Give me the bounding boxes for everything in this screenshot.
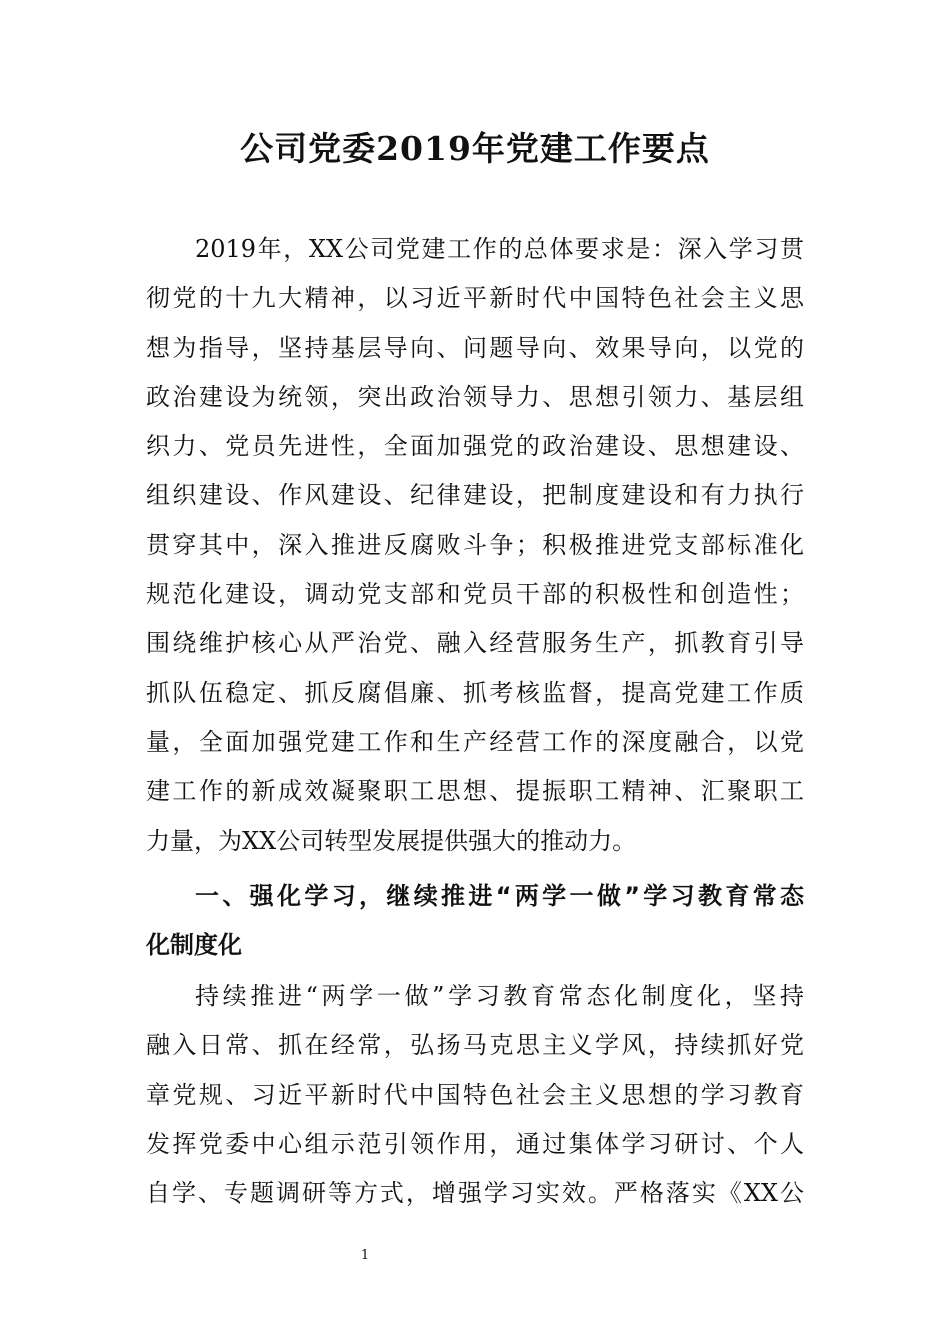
- paragraph-line: 章党规、习近平新时代中国特色社会主义思想的学习教育: [146, 1080, 804, 1109]
- paragraph-line: 持续推进“两学一做”学习教育常态化制度化，坚持: [195, 982, 804, 1010]
- paragraph-line: 2019年，XX公司党建工作的总体要求是：深入学习贯: [195, 235, 804, 263]
- paragraph-line: 想为指导，坚持基层导向、问题导向、效果导向，以党的: [146, 333, 804, 362]
- paragraph-line: 建工作的新成效凝聚职工思想、提振职工精神、汇聚职工: [146, 777, 804, 806]
- section-heading-1: [146, 872, 804, 971]
- section-1-paragraph: [146, 972, 804, 1218]
- paragraph-line: 力量，为XX公司转型发展提供强大的推动力。: [146, 826, 637, 855]
- paragraph-line: 抓队伍稳定、抓反腐倡廉、抓考核监督，提高党建工作质: [146, 678, 804, 707]
- paragraph-line: 组织建设、作风建设、纪律建设，把制度建设和有力执行: [146, 481, 804, 510]
- paragraph-line: 融入日常、抓在经常，弘扬马克思主义学风，持续抓好党: [146, 1031, 804, 1060]
- paragraph-line: 发挥党委中心组示范引领作用，通过集体学习研讨、个人: [146, 1129, 804, 1158]
- heading-line: 一、强化学习，继续推进“两学一做”学习教育常态: [195, 882, 804, 910]
- heading-line: 化制度化: [146, 931, 242, 960]
- page-number: 1: [360, 1248, 370, 1263]
- paragraph-line: 量，全面加强党建工作和生产经营工作的深度融合，以党: [146, 727, 804, 756]
- paragraph-line: 贯穿其中，深入推进反腐败斗争；积极推进党支部标准化: [146, 530, 804, 559]
- paragraph-line: 政治建设为统领，突出政治领导力、思想引领力、基层组: [146, 382, 804, 411]
- paragraph-line: 规范化建设，调动党支部和党员干部的积极性和创造性；: [146, 580, 804, 609]
- paragraph-line: 彻党的十九大精神，以习近平新时代中国特色社会主义思: [146, 284, 804, 313]
- paragraph-line: 自学、专题调研等方式，增强学习实效。严格落实《XX公: [146, 1179, 804, 1208]
- paragraph-line: 织力、党员先进性，全面加强党的政治建设、思想建设、: [146, 432, 804, 461]
- paragraph-line: 围绕维护核心从严治党、融入经营服务生产，抓教育引导: [146, 629, 804, 658]
- document-title: 公司党委2019年党建工作要点: [240, 129, 710, 168]
- intro-paragraph: [146, 225, 804, 866]
